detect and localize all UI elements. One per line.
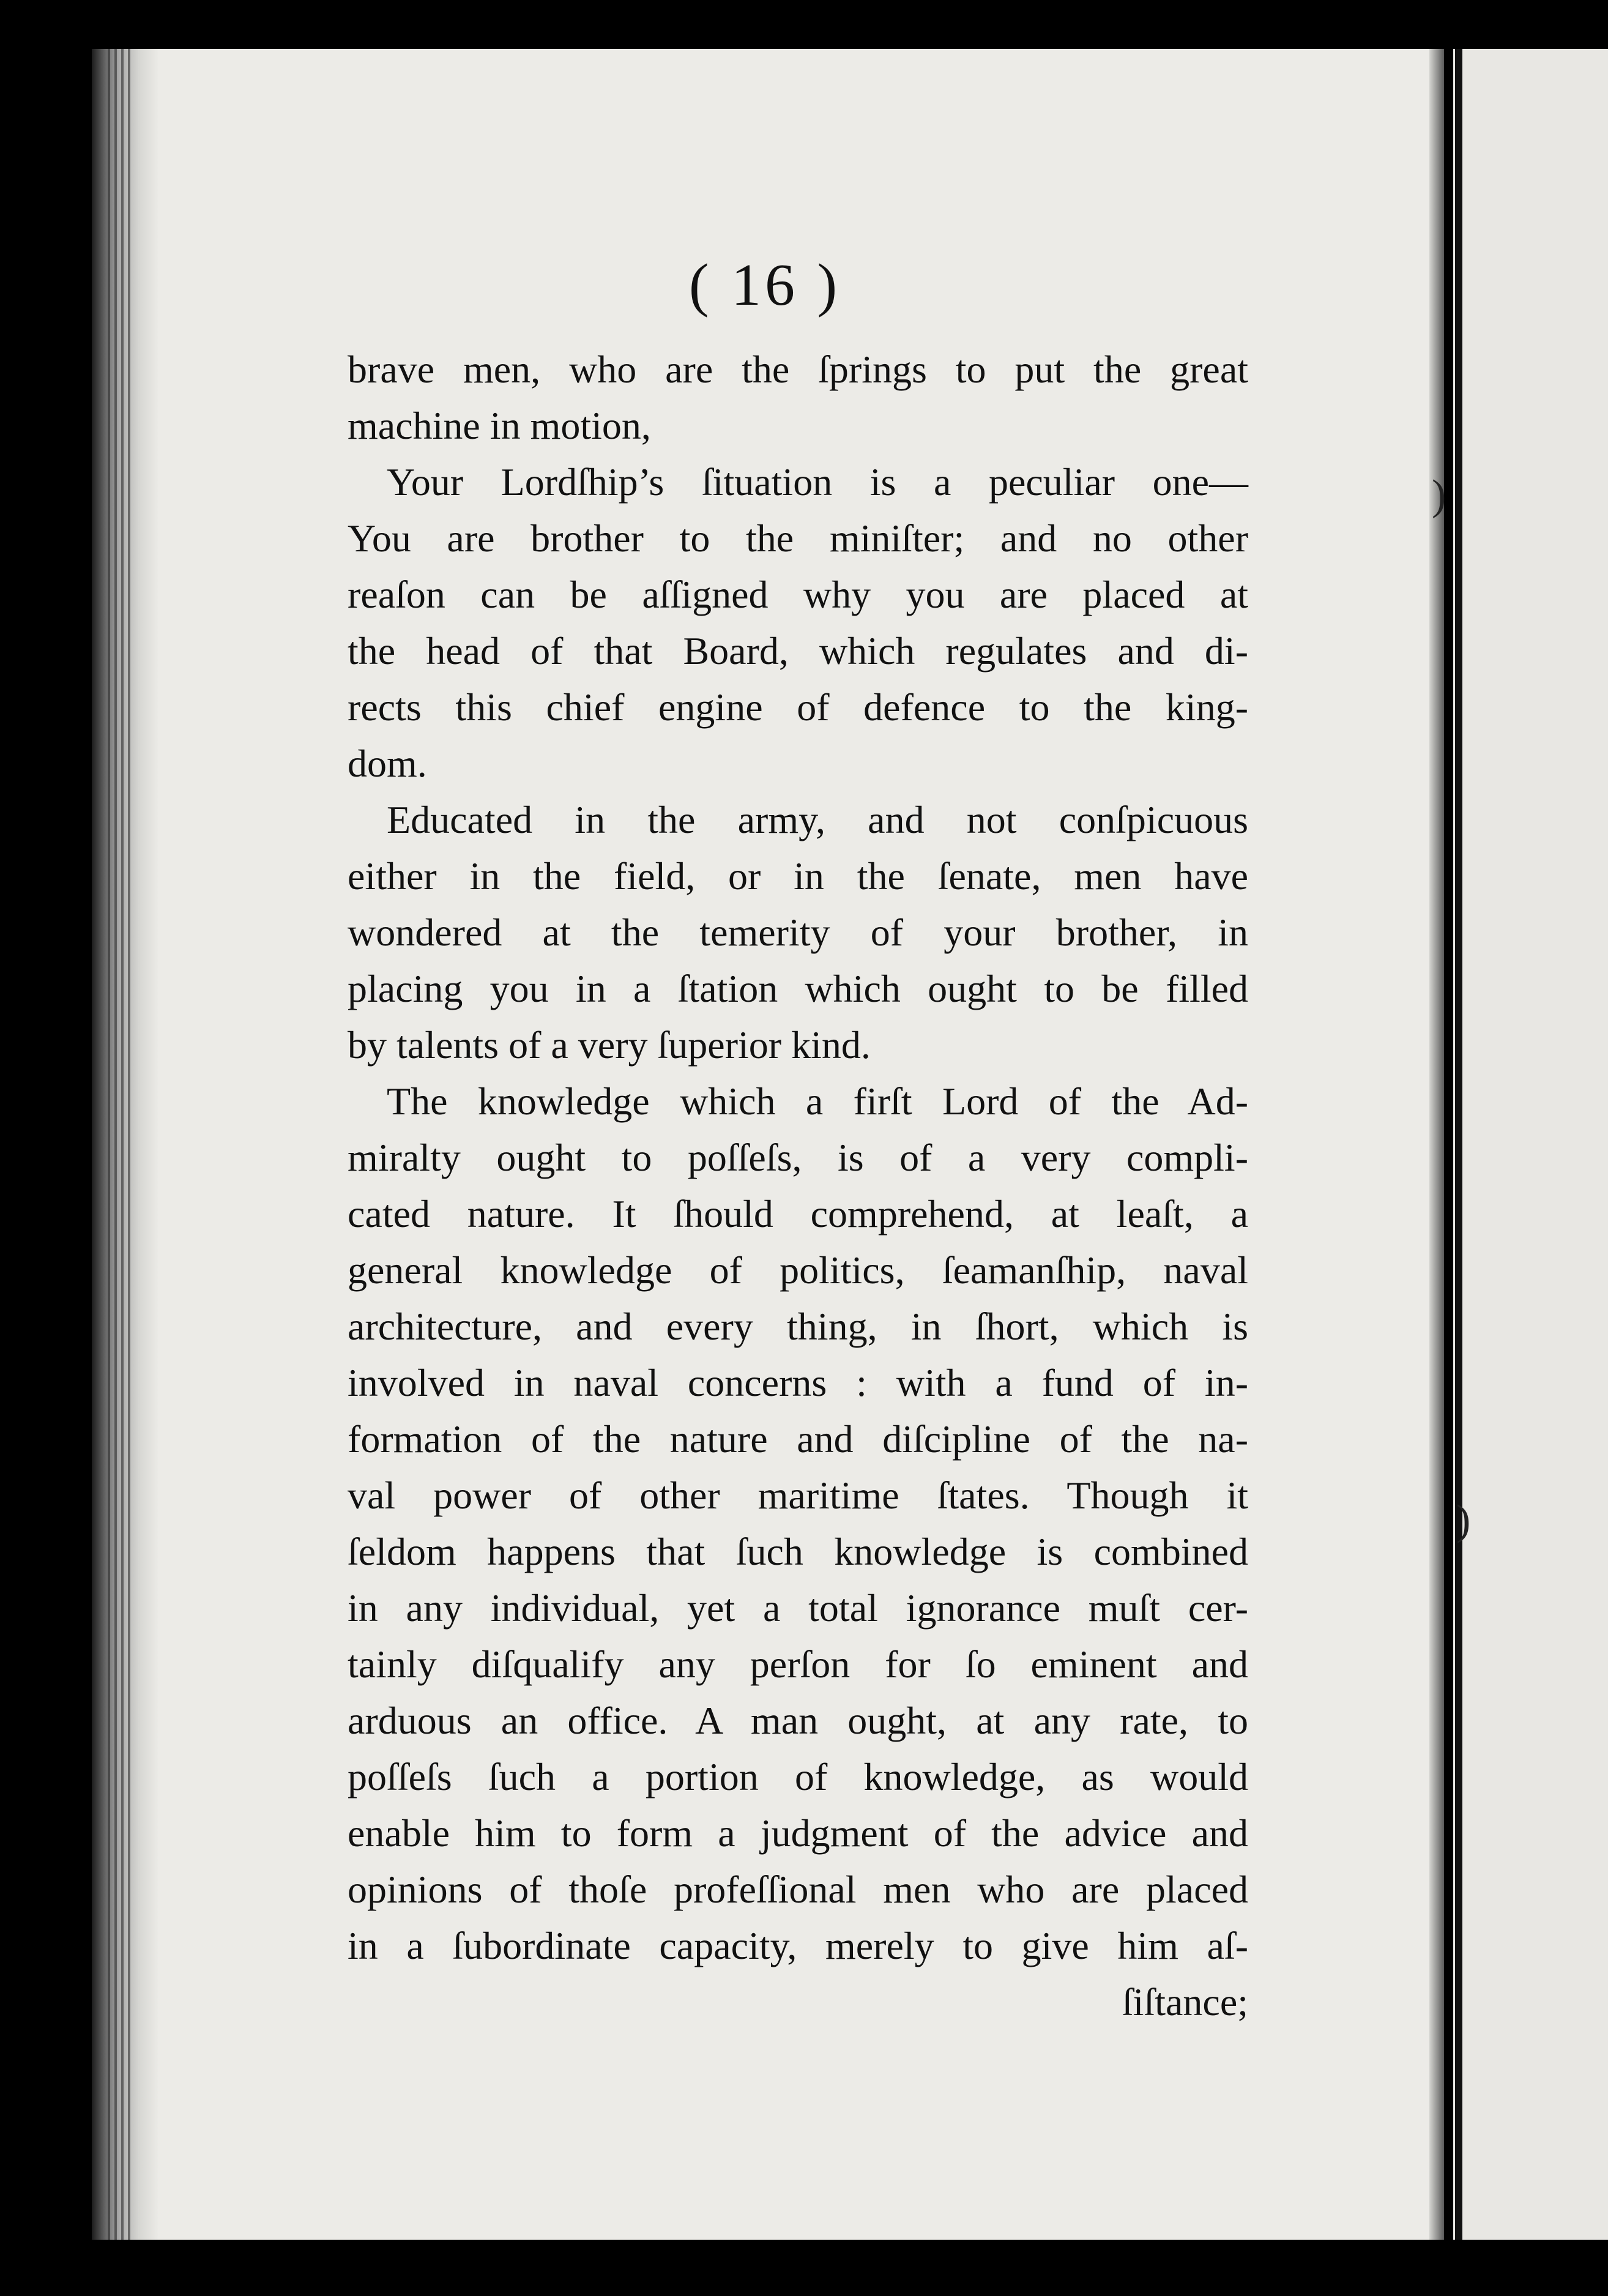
text-line: general knowledge of politics, ſeamanſhip, naval [348,1248,1248,1292]
text-line: wondered at the temerity of your brother, in [348,911,1248,954]
text-line: poſſeſs ſuch a portion of knowledge, as would [348,1755,1248,1798]
text-line: enable him to form a judgment of the advice and [348,1811,1248,1855]
text-line: rects this chief engine of defence to the king- [348,685,1248,729]
text-line: in a ſubordinate capacity, merely to give him aſ- [348,1924,1248,1967]
text-line: reaſon can be aſſigned why you are placed at [348,573,1248,616]
text-line: miralty ought to poſſeſs, is of a very compli- [348,1136,1248,1179]
text-line: involved in naval concerns : with a fund of in- [348,1361,1248,1404]
text-line: in any individual, yet a total ignorance muſt cer- [348,1586,1248,1630]
text-line: either in the field, or in the ſenate, men have [348,854,1248,898]
text-line: tainly diſqualify any perſon for ſo eminent and [348,1642,1248,1686]
facing-page [1453,49,1608,2240]
text-line: machine in motion, [348,404,651,447]
text-line: cated nature. It ſhould comprehend, at leaſt, a [348,1192,1248,1236]
text-line: val power of other maritime ſtates. Though it [348,1474,1248,1517]
text-line: opinions of thoſe profeſſional men who are placed [348,1868,1248,1911]
binding-edge [108,49,132,2240]
text-line: placing you in a ſtation which ought to be filled [348,967,1248,1010]
text-line: The knowledge which a firſt Lord of the Ad- [387,1079,1248,1123]
text-line: formation of the nature and diſcipline of the na- [348,1417,1248,1461]
page-number: ( 16 ) [688,252,841,318]
page-edge [1429,49,1444,2240]
facing-page-mark: ) [1432,472,1446,519]
text-line: You are brother to the miniſter; and no other [348,516,1248,560]
text-line: brave men, who are the ſprings to put the great [348,348,1248,391]
text-line: dom. [348,742,427,785]
catchword: ſiſtance; [1122,1980,1248,2024]
body-text [348,341,1248,2030]
text-line: by talents of a very ſuperior kind. [348,1023,871,1067]
text-line: Educated in the army, and not conſpicuous [387,798,1248,841]
text-line: the head of that Board, which regulates and di- [348,629,1248,673]
facing-page-edge [1455,49,1462,2240]
text-line: Your Lordſhip’s ſituation is a peculiar one— [387,460,1248,504]
text-line: ſeldom happens that ſuch knowledge is combined [348,1530,1248,1573]
facing-page-mark: ) [1456,1497,1471,1544]
text-line: architecture, and every thing, in ſhort, which is [348,1305,1248,1348]
text-line: arduous an office. A man ought, at any rate, to [348,1699,1248,1742]
